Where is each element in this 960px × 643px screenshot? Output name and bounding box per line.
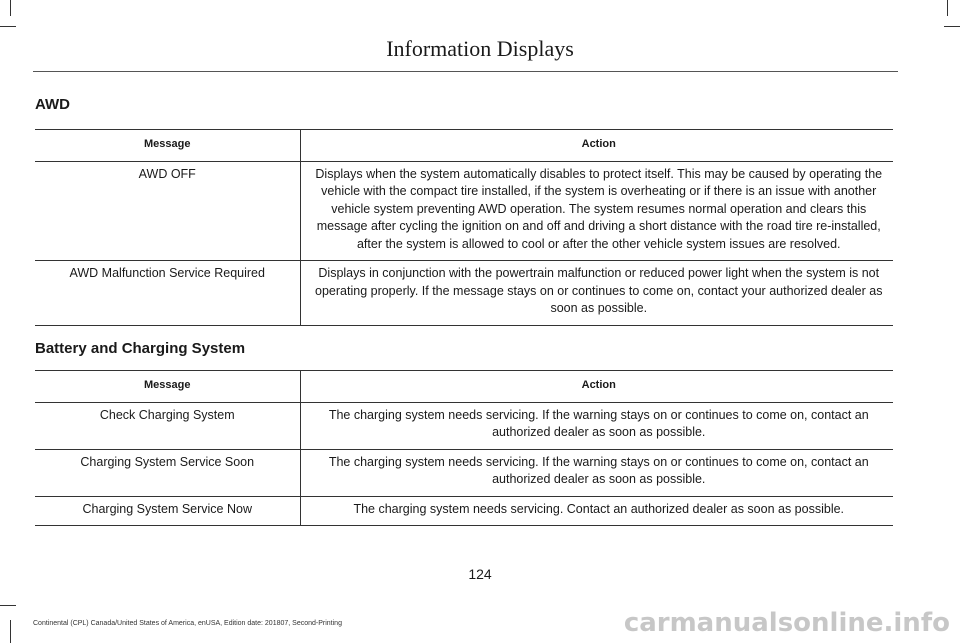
- section-title-awd: AWD: [35, 96, 70, 113]
- message-cell: AWD OFF: [35, 161, 300, 261]
- section-title-battery-charging: Battery and Charging System: [35, 340, 246, 357]
- crop-mark-top-left-horizontal: [0, 26, 16, 27]
- action-cell: The charging system needs servicing. If the warning stays on or continues to come on, contact an authorized dealer as soon as possible.: [300, 449, 893, 496]
- table-row: [35, 496, 893, 526]
- table-row: [35, 161, 893, 261]
- edition-footer: Continental (CPL) Canada/United States of America, enUSA, Edition date: 201807, Second-Printing: [33, 620, 342, 627]
- message-cell: Charging System Service Soon: [35, 449, 300, 496]
- crop-mark-top-right-horizontal: [944, 26, 960, 27]
- action-cell: The charging system needs servicing. Contact an authorized dealer as soon as possible.: [300, 496, 893, 526]
- page-header: Information Displays: [386, 36, 574, 61]
- table-row: [35, 449, 893, 496]
- column-header-action: Action: [300, 130, 893, 162]
- table-header-row: [35, 371, 893, 403]
- crop-mark-bottom-left-vertical: [10, 620, 11, 643]
- column-header-message: Message: [35, 371, 300, 403]
- action-cell: The charging system needs servicing. If the warning stays on or continues to come on, contact an authorized dealer as soon as possible.: [300, 402, 893, 449]
- crop-mark-bottom-left-horizontal: [0, 605, 16, 606]
- header-rule: [33, 71, 898, 72]
- crop-mark-top-left-vertical: [10, 0, 11, 16]
- action-cell: Displays in conjunction with the powertrain malfunction or reduced power light when the system is not operating properly. If the message stays on or continues to come on, contact your authorized dealer as soon as possible.: [300, 261, 893, 326]
- table-row: [35, 402, 893, 449]
- message-cell: AWD Malfunction Service Required: [35, 261, 300, 326]
- crop-mark-top-right-vertical: [947, 0, 948, 16]
- column-header-action: Action: [300, 371, 893, 403]
- page-number: 124: [468, 566, 492, 582]
- message-cell: Check Charging System: [35, 402, 300, 449]
- awd-table: [35, 129, 893, 326]
- table-header-row: [35, 130, 893, 162]
- table-row: [35, 261, 893, 326]
- watermark-logo: carmanualsonline.info: [623, 608, 950, 638]
- message-cell: Charging System Service Now: [35, 496, 300, 526]
- column-header-message: Message: [35, 130, 300, 162]
- action-cell: Displays when the system automatically disables to protect itself. This may be caused by operating the vehicle with the compact tire installed, if the system is overheating or if there is an issue with another vehicle system preventing AWD operation. The system resumes normal operation and clears this message after cycling the ignition on and off and driving a short distance with the road tire re-installed, after the system is allowed to cool or after the other vehicle system issues are resolved.: [300, 161, 893, 261]
- battery-charging-table: [35, 370, 893, 526]
